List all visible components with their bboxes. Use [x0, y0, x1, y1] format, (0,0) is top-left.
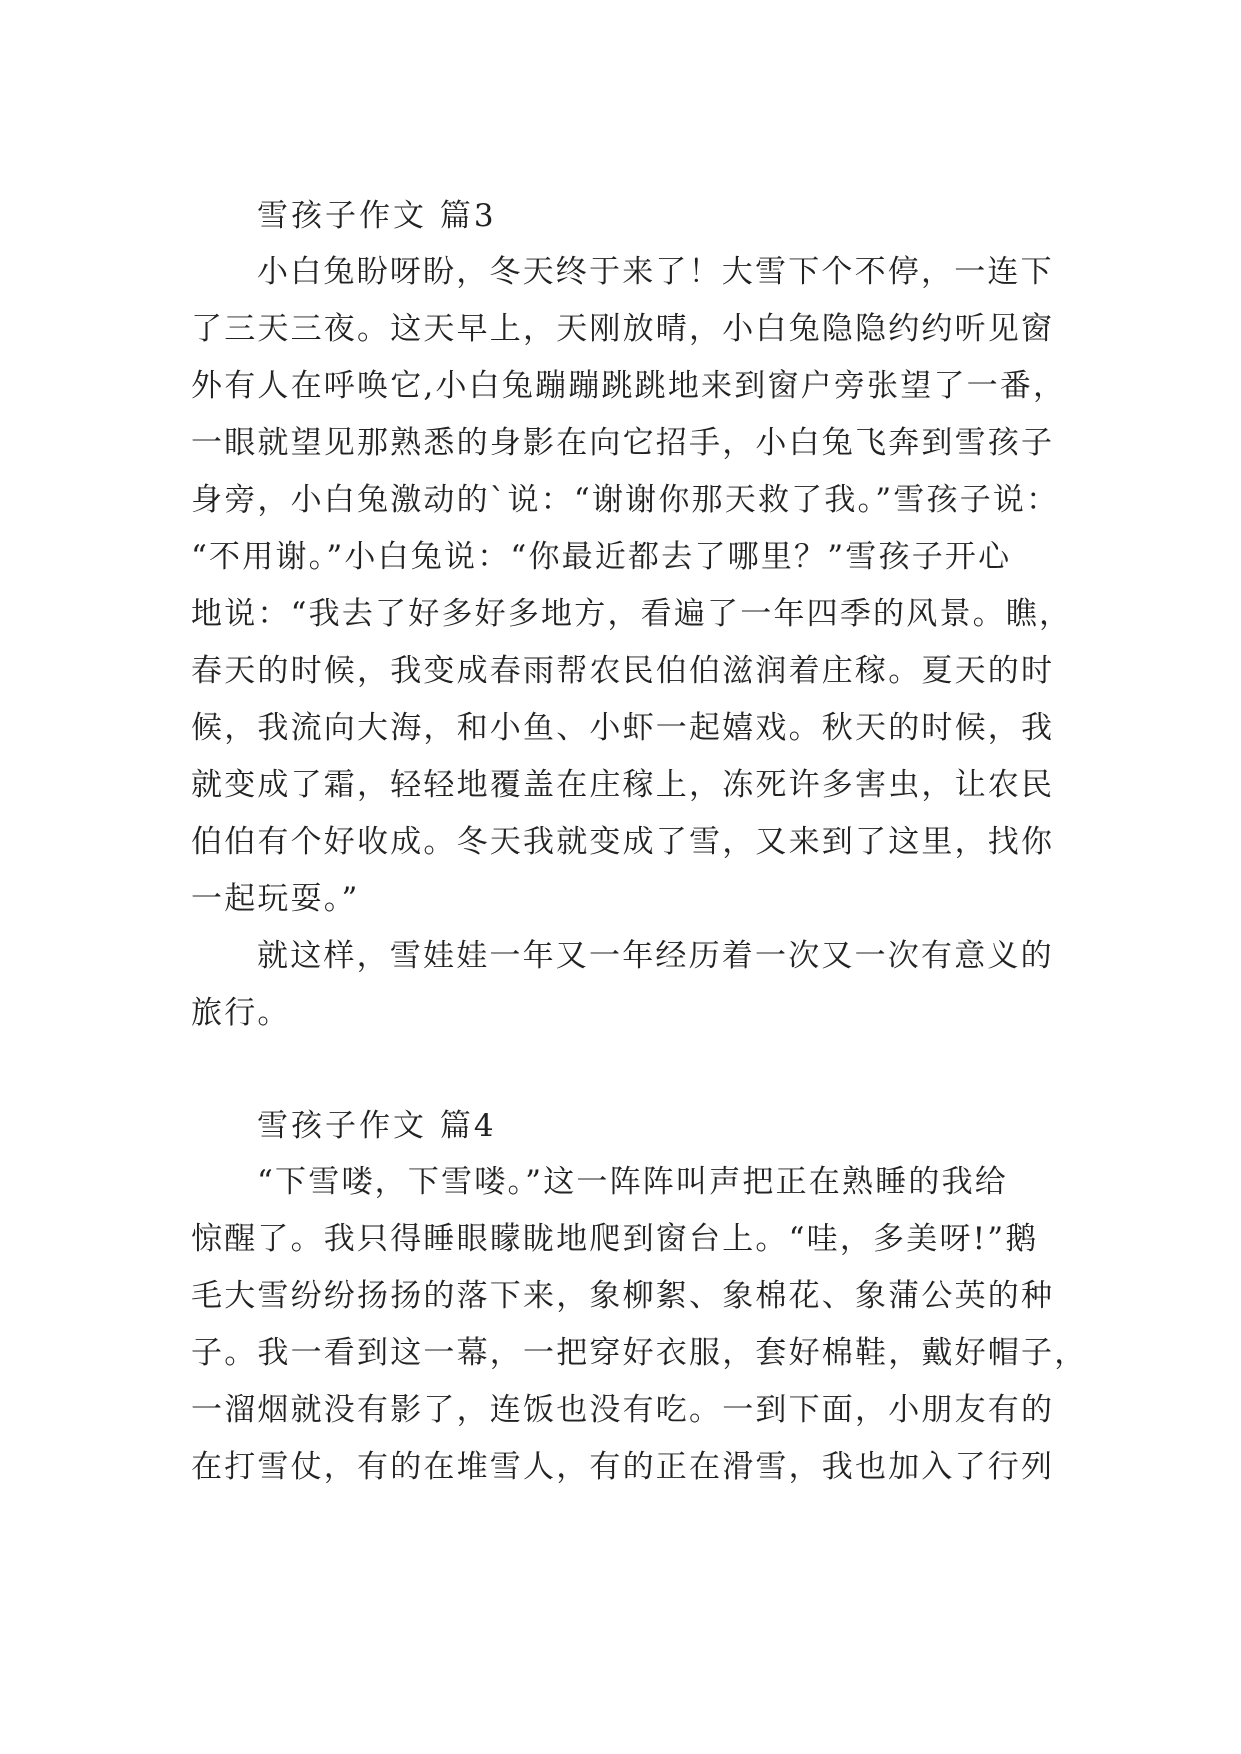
section-3-para1-line-5: 身旁，小白兔激动的`说：“谢谢你那天救了我。”雪孩子说：	[191, 482, 1060, 518]
section-3-para1-line-4: 一眼就望见那熟悉的身影在向它招手，小白兔飞奔到雪孩子	[191, 425, 1055, 461]
section-3-para1-line-2: 了三天三夜。这天早上，天刚放晴，小白兔隐隐约约听见窗	[191, 311, 1055, 347]
section-3-para1-line-10: 就变成了霜，轻轻地覆盖在庄稼上，冻死许多害虫，让农民	[191, 767, 1055, 803]
section-3-para1-line-7: 地说：“我去了好多好多地方，看遍了一年四季的风景。瞧，	[191, 596, 1073, 632]
section-4-para1-line-4: 子。我一看到这一幕，一把穿好衣服，套好棉鞋，戴好帽子，	[191, 1335, 1088, 1371]
section-3-para1-line-12: 一起玩耍。”	[191, 881, 360, 917]
section-4-para1-line-5: 一溜烟就没有影了，连饭也没有吃。一到下面，小朋友有的	[191, 1392, 1055, 1428]
section-3-para1-line-9: 候，我流向大海，和小鱼、小虾一起嬉戏。秋天的时候，我	[191, 710, 1055, 746]
section-4-heading: 雪孩子作文 篇4	[257, 1108, 497, 1144]
section-3-para1-line-1: 小白兔盼呀盼，冬天终于来了！大雪下个不停，一连下	[257, 254, 1054, 290]
section-3-para1-line-11: 伯伯有个好收成。冬天我就变成了雪，又来到了这里，找你	[191, 824, 1055, 860]
section-3-para2-line-1: 就这样，雪娃娃一年又一年经历着一次又一次有意义的	[257, 938, 1054, 974]
section-3-para1-line-3: 外有人在呼唤它,小白兔蹦蹦跳跳地来到窗户旁张望了一番，	[191, 368, 1067, 404]
section-3-para1-line-6: “不用谢。”小白兔说：“你最近都去了哪里？”雪孩子开心	[191, 539, 1012, 575]
section-4-para1-line-1: “下雪喽，下雪喽。”这一阵阵叫声把正在熟睡的我给	[257, 1164, 1008, 1200]
section-4-para1-line-3: 毛大雪纷纷扬扬的落下来，象柳絮、象棉花、象蒲公英的种	[191, 1278, 1055, 1314]
section-4-para1-line-6: 在打雪仗，有的在堆雪人，有的正在滑雪，我也加入了行列	[191, 1449, 1055, 1485]
section-3-para1-line-8: 春天的时候，我变成春雨帮农民伯伯滋润着庄稼。夏天的时	[191, 653, 1055, 689]
section-3-heading: 雪孩子作文 篇3	[257, 198, 497, 234]
section-4-para1-line-2: 惊醒了。我只得睡眼矇眬地爬到窗台上。“哇，多美呀!”鹅	[191, 1221, 1039, 1257]
section-3-para2-line-2: 旅行。	[191, 995, 291, 1031]
